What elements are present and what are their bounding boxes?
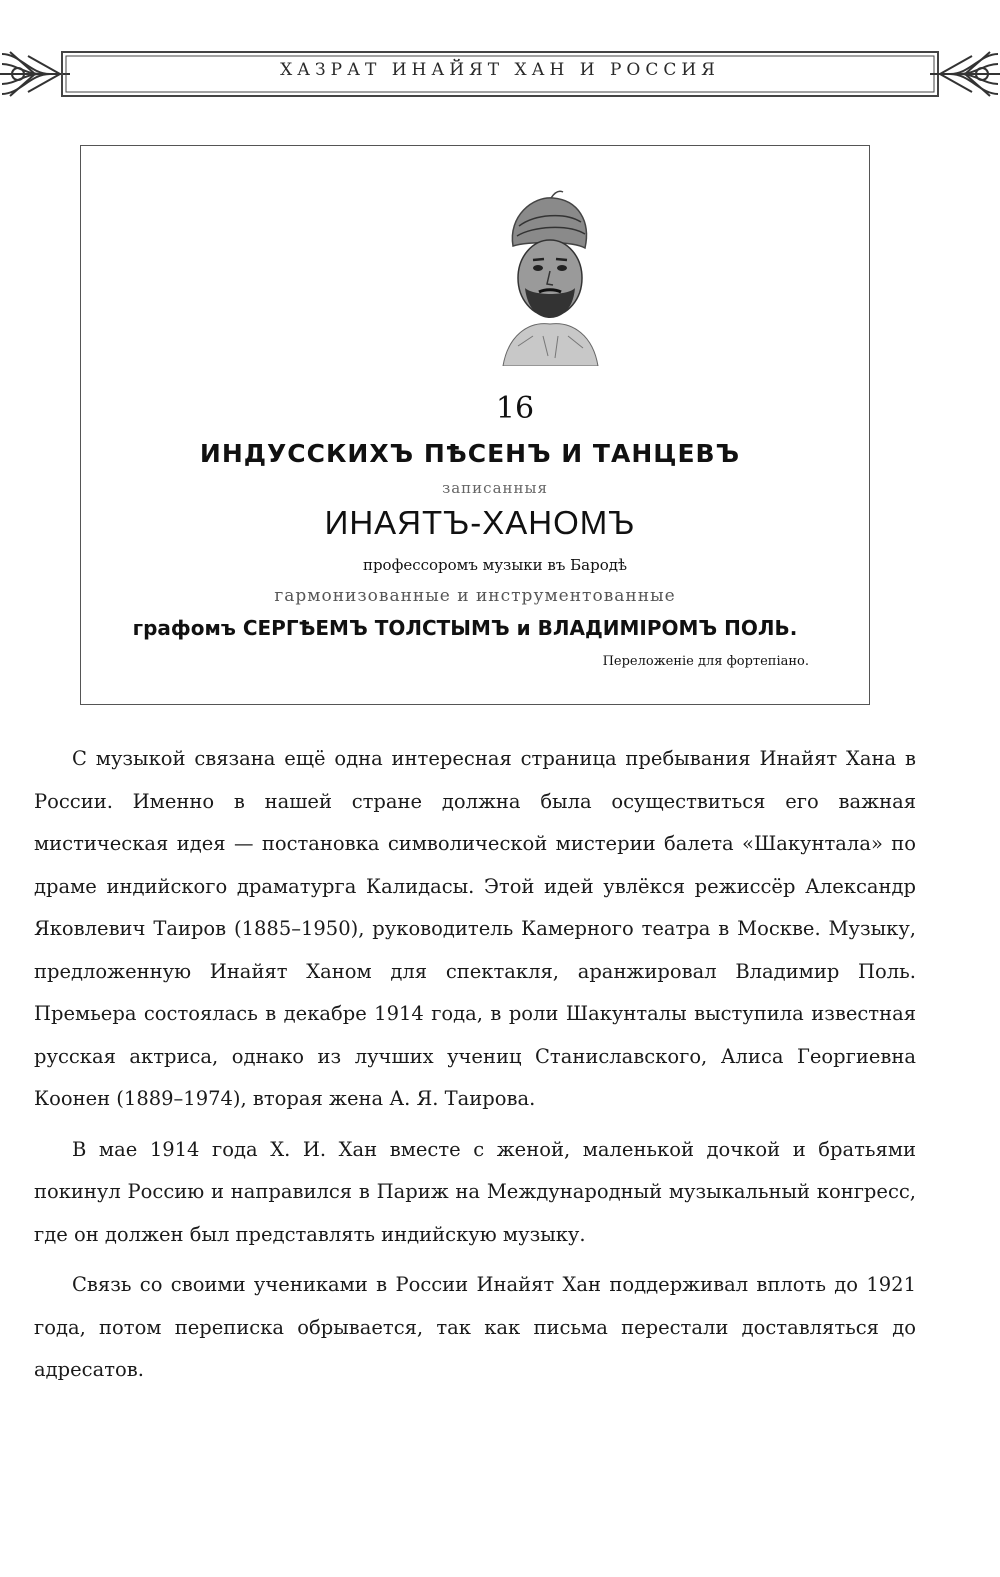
plate-professor-line: профессоромъ музыки въ Бародѣ <box>362 556 628 574</box>
plate-number: 16 <box>495 391 535 426</box>
body-text <box>34 738 916 1400</box>
paragraph: В мае 1914 года Х. И. Хан вместе с женой, маленькой дочкой и братьями покинул Россию и направился в Париж на Международный музыкальный конгресс, где он должен был представлять индийскую музыку. <box>34 1137 916 1246</box>
plate-piano-line: Переложеніе для фортепіано. <box>602 654 809 669</box>
plate-harmonized-line: гармонизованные и инструментованные <box>274 586 676 606</box>
running-header-title: ХАЗРАТ ИНАЙЯТ ХАН И РОССИЯ <box>280 60 720 80</box>
portrait-illustration <box>473 186 623 366</box>
plate-title: ИНДУССКИХЪ ПѢСЕНЪ И ТАНЦЕВЪ <box>199 439 741 468</box>
paragraph: Связь со своими учениками в России Инайят Хан поддерживал вплоть до 1921 года, потом переписка обрывается, так как письма перестали доставляться до адресатов. <box>34 1273 916 1381</box>
plate-recorded-line: записанныя <box>442 479 548 497</box>
plate-arrangers-line: графомъ СЕРГѢЕМЪ ТОЛСТЫМЪ и ВЛАДИМІРОМЪ ПОЛЬ. <box>132 616 798 640</box>
running-header <box>0 44 1000 106</box>
paragraph: С музыкой связана ещё одна интересная страница пребывания Инайят Хана в России. Именно в нашей стране должна была осуществиться его важная мистическая идея — постановка символической мистерии балета «Шакунтала» по драме индийского драматурга Калидасы. Этой идей увлёкся режиссёр Александр Яковлевич Таиров (1885–1950), руководитель Камерного театра в Москве. Музыку, предложенную Инайят Ханом для спектакля, аранжировал Владимир Поль. Премьера состоялась в декабре 1914 года, в роли Шакунталы выступила известная русская актриса, однако из лучших учениц Станиславского, Алиса Георгиевна Коонен (1889–1974), вторая жена А. Я. Таирова. <box>34 747 916 1110</box>
plate-author-name: ИНАЯТЪ-ХАНОМЪ <box>324 504 636 541</box>
title-page-illustration <box>80 145 870 705</box>
